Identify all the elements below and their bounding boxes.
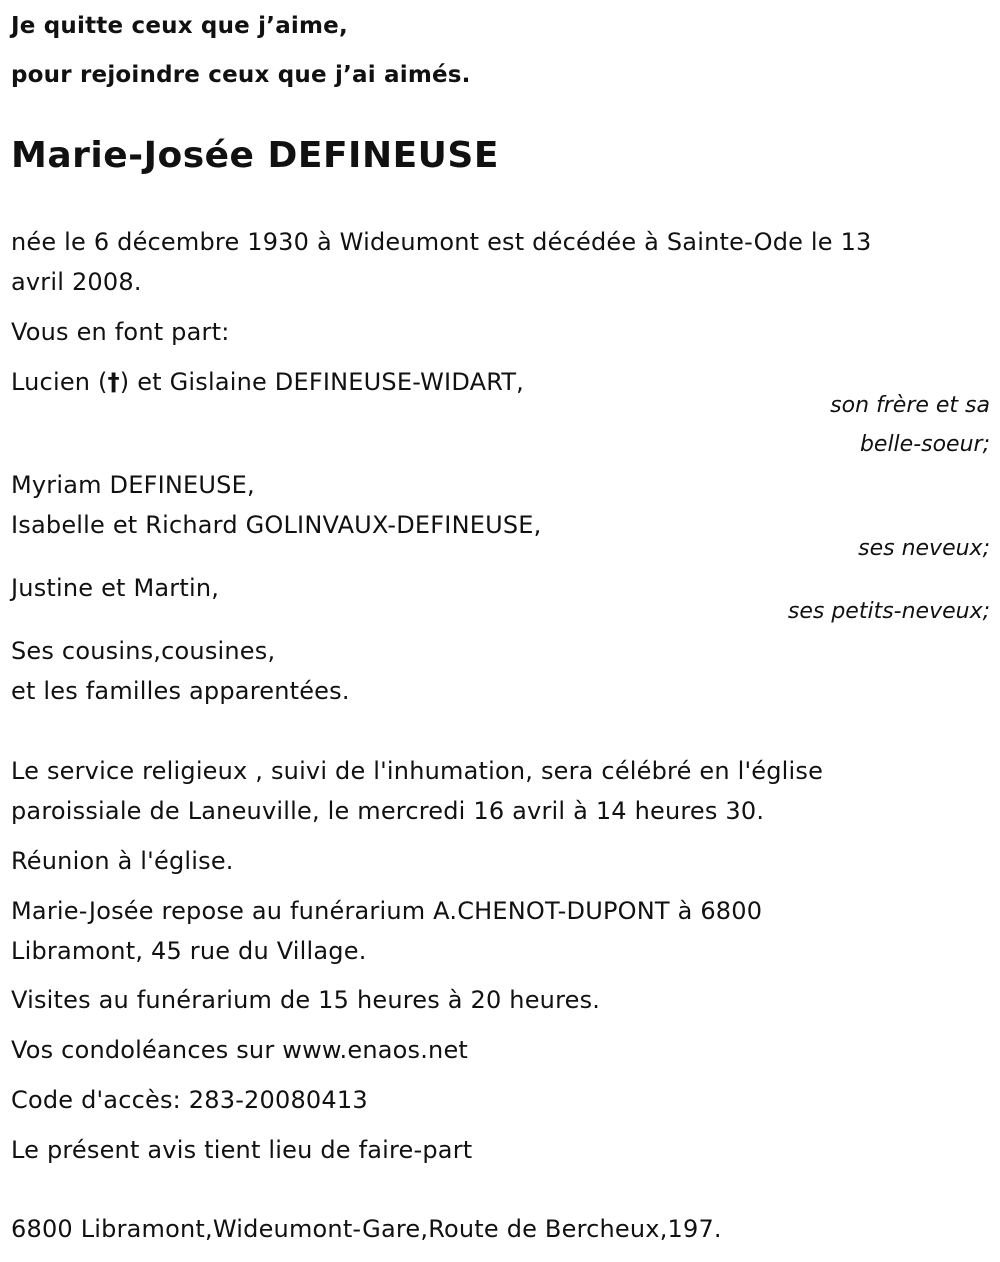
nephews-line-1: Myriam DEFINEUSE,	[11, 471, 255, 499]
funeral-home-line-1: Marie-Josée repose au funérarium A.CHENOT-DUPONT à 6800	[11, 897, 763, 925]
access-code: Code d'accès: 283-20080413	[11, 1086, 368, 1114]
nephews-relation: ses neveux;	[858, 536, 990, 561]
brother-relation-line-1: son frère et sa	[830, 393, 990, 418]
condolences-info: Vos condoléances sur www.enaos.net	[11, 1036, 469, 1064]
epigraph-line-1: Je quitte ceux que j’aime,	[11, 13, 348, 39]
service-line-2: paroissiale de Laneuville, le mercredi 16 avril à 14 heures 30.	[11, 797, 765, 825]
announcers-intro: Vous en font part:	[11, 318, 230, 346]
brother-names-part-2: ) et Gislaine DEFINEUSE-WIDART,	[119, 368, 525, 396]
deceased-name: Marie-Josée DEFINEUSE	[11, 135, 499, 176]
service-line-1: Le service religieux , suivi de l'inhumation, sera célébré en l'église	[11, 757, 824, 785]
grand-nephews-line: Justine et Martin,	[11, 574, 220, 602]
brother-names	[11, 367, 524, 397]
brother-relation-line-2: belle-soeur;	[859, 432, 990, 457]
grand-nephews-relation: ses petits-neveux;	[787, 599, 990, 624]
notice-text: Le présent avis tient lieu de faire-part	[11, 1136, 473, 1164]
birth-death-line-1: née le 6 décembre 1930 à Wideumont est décédée à Sainte-Ode le 13	[11, 228, 872, 256]
others-line-1: Ses cousins,cousines,	[11, 637, 276, 665]
others-line-2: et les familles apparentées.	[11, 677, 350, 705]
visits-info: Visites au funérarium de 15 heures à 20 heures.	[11, 986, 601, 1014]
cross-icon: †	[107, 368, 120, 396]
family-address: 6800 Libramont,Wideumont-Gare,Route de Bercheux,197.	[11, 1215, 722, 1243]
meeting-info: Réunion à l'église.	[11, 847, 234, 875]
birth-death-line-2: avril 2008.	[11, 268, 142, 296]
brother-names-part-1: Lucien (	[11, 368, 108, 396]
funeral-home-line-2: Libramont, 45 rue du Village.	[11, 937, 367, 965]
nephews-line-2: Isabelle et Richard GOLINVAUX-DEFINEUSE,	[11, 511, 542, 539]
epigraph-line-2: pour rejoindre ceux que j’ai aimés.	[11, 62, 471, 88]
